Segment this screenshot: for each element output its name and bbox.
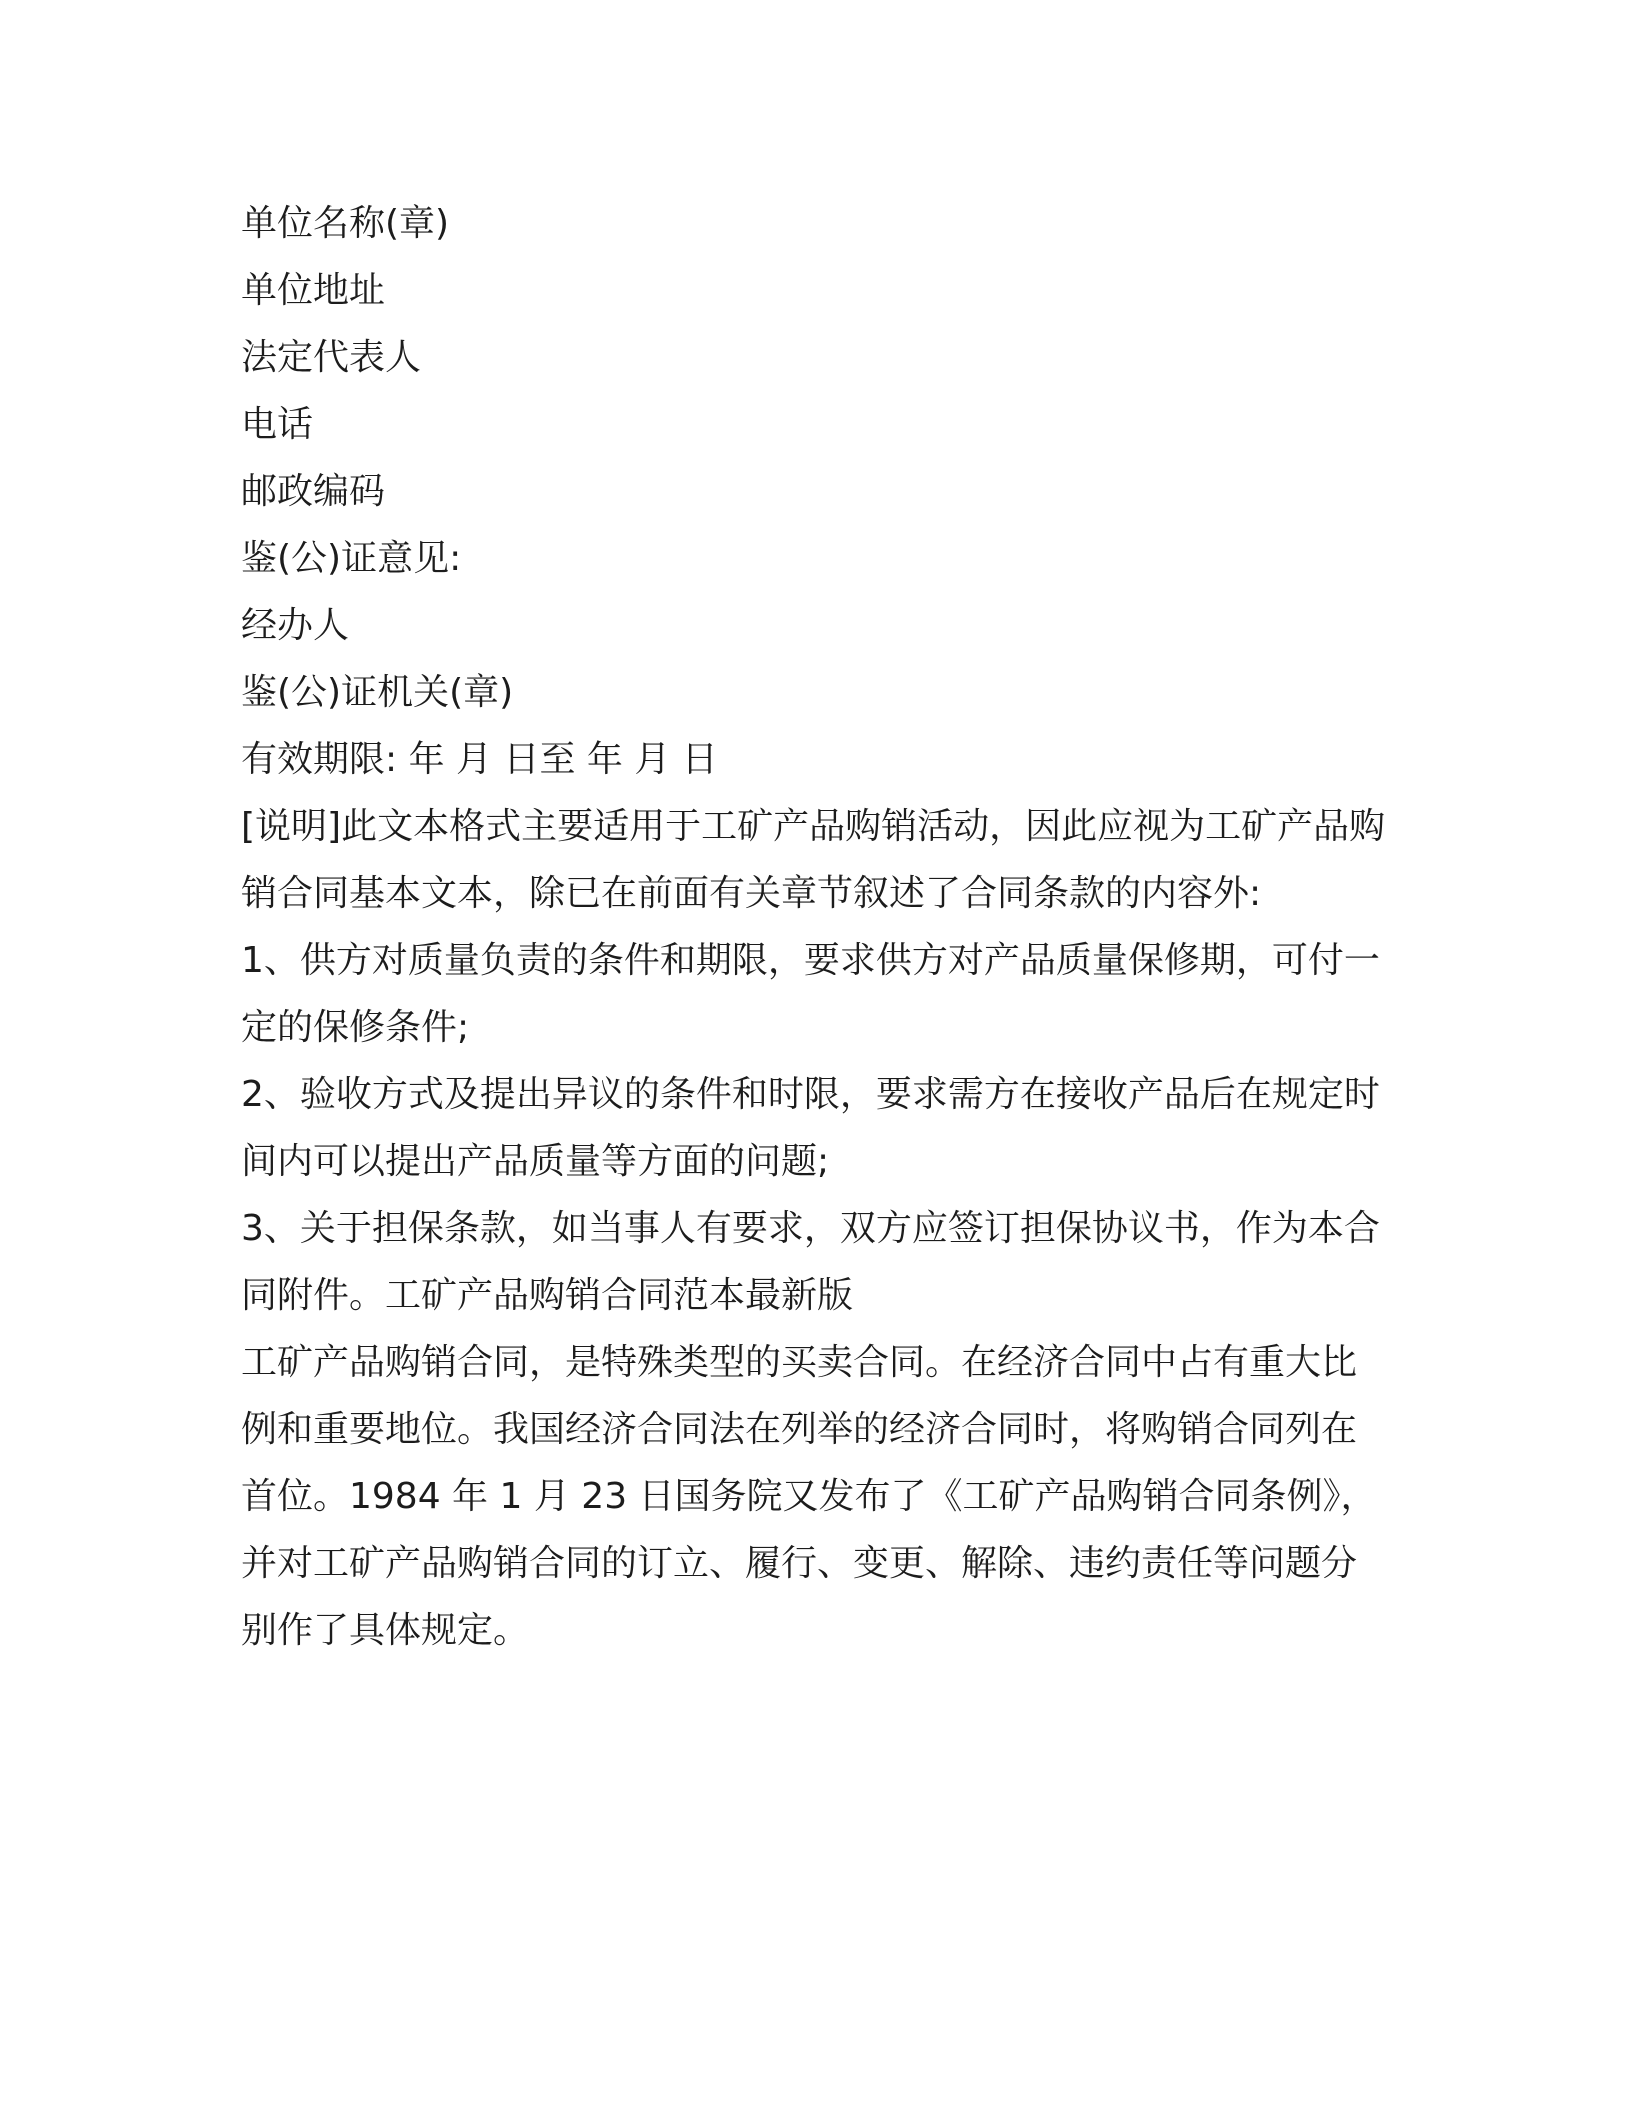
- field-handler: 经办人: [241, 605, 350, 646]
- note-item-2: 2、验收方式及提出异议的条件和时限，要求需方在接收产品后在规定时间内可以提出产品质量等方面的问题;: [241, 1074, 1380, 1182]
- field-postal-code: 邮政编码: [241, 471, 386, 512]
- note-intro: [说明]此文本格式主要适用于工矿产品购销活动，因此应视为工矿产品购销合同基本文本，除已在前面有关章节叙述了合同条款的内容外:: [241, 806, 1386, 914]
- field-notary-office: 鉴(公)证机关(章): [241, 672, 514, 713]
- note-item-1: 1、供方对质量负责的条件和期限，要求供方对产品质量保修期，可付一定的保修条件;: [241, 940, 1380, 1048]
- field-legal-representative: 法定代表人: [241, 337, 422, 378]
- body-paragraph: 工矿产品购销合同，是特殊类型的买卖合同。在经济合同中占有重大比例和重要地位。我国经济合同法在列举的经济合同时，将购销合同列在首位。1984 年 1 月 23 日国务院又发布了《工矿产品购销合同条例》，并对工矿产品购销合同的订立、履行、变更、解除、违约责任等问题分别作了具体规定。: [241, 1342, 1377, 1651]
- field-phone: 电话: [241, 404, 314, 445]
- note-item-3: 3、关于担保条款，如当事人有要求，双方应签订担保协议书，作为本合同附件。工矿产品购销合同范本最新版: [241, 1208, 1380, 1316]
- field-unit-name: 单位名称(章): [241, 203, 450, 244]
- field-validity-period: 有效期限: 年 月 日至 年 月 日: [241, 739, 718, 780]
- field-unit-address: 单位地址: [241, 270, 386, 311]
- document-content: [241, 190, 1391, 1664]
- field-notary-opinion: 鉴(公)证意见:: [241, 538, 462, 579]
